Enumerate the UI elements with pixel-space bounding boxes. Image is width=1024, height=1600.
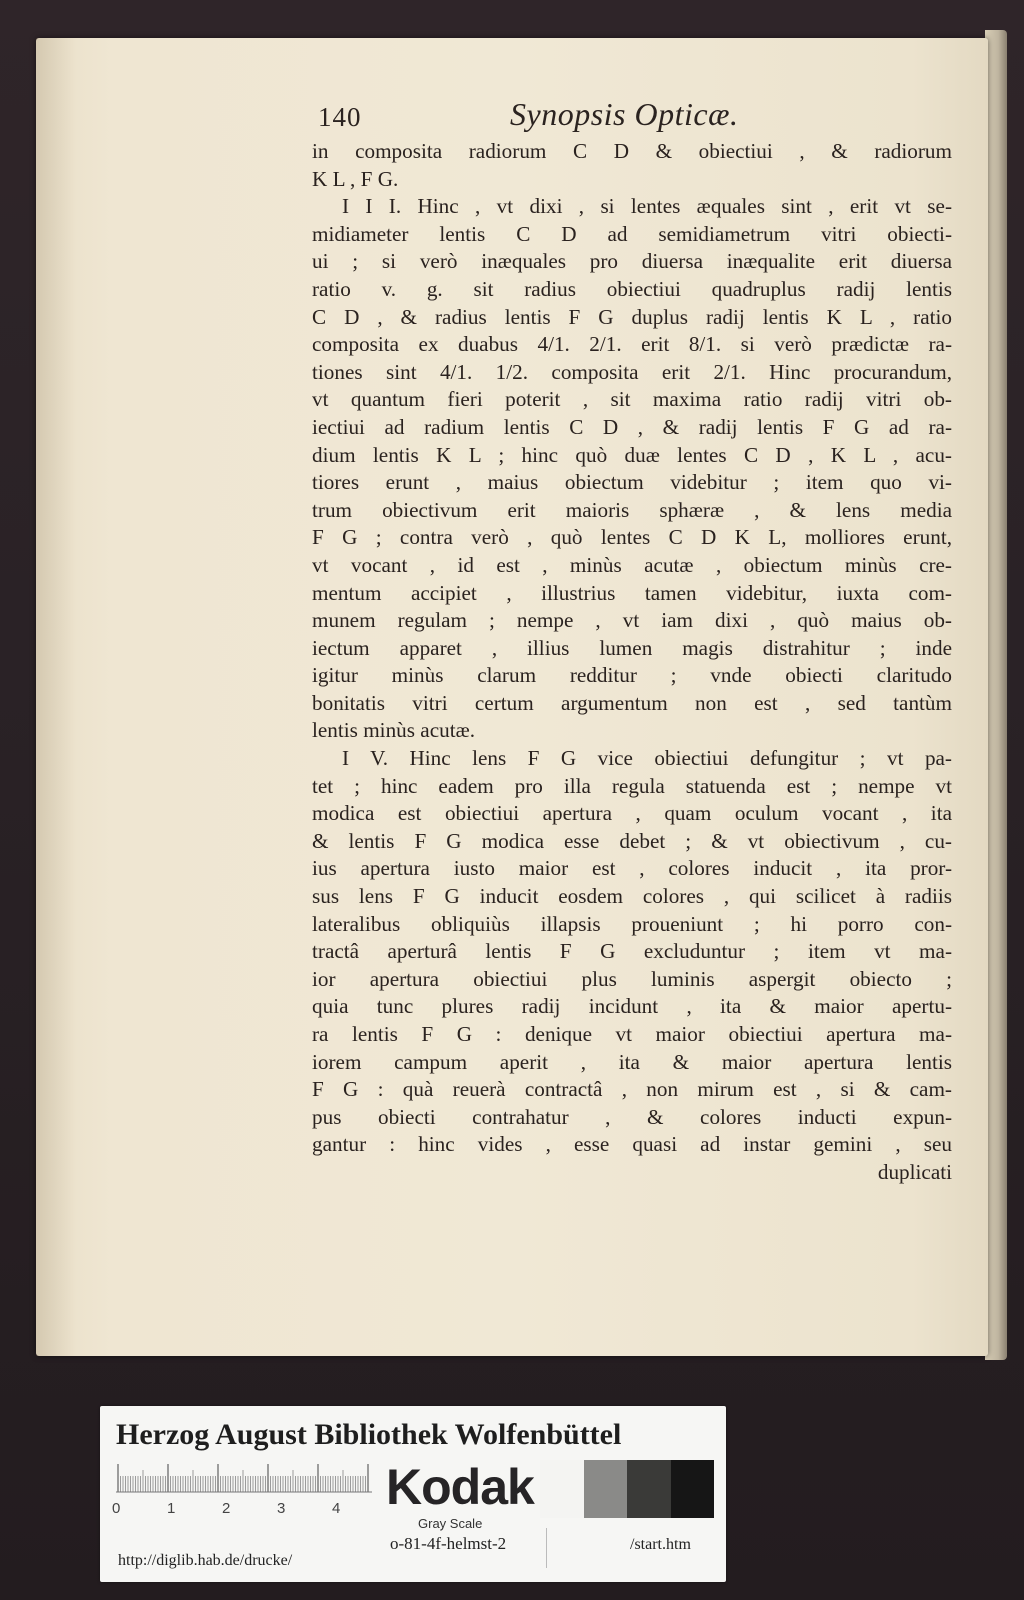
text-line: ior apertura obiectiui plus luminis aspergit obiecto ; xyxy=(312,966,952,991)
gray-patch xyxy=(540,1460,584,1518)
text-line: igitur minùs clarum redditur ; vnde obiecti claritudo xyxy=(312,663,952,688)
shelfmark: o-81-4f-helmst-2 xyxy=(390,1534,507,1553)
catchword: duplicati xyxy=(877,1159,952,1184)
text-line: vt vocant , id est , minùs acutæ , obiectum minùs cre- xyxy=(312,552,952,577)
ruler-number: 3 xyxy=(277,1500,286,1517)
text-line: composita ex duabus 4/1. 2/1. erit 8/1. si verò prædictæ ra- xyxy=(312,332,952,357)
kodak-logo: Kodak xyxy=(386,1459,534,1515)
text-line: gantur : hinc vides , esse quasi ad instar gemini , seu xyxy=(312,1132,952,1157)
text-line: tet ; hinc eadem pro illa regula statuenda est ; nempe vt xyxy=(312,773,952,798)
text-line: lentis minùs acutæ. xyxy=(312,718,476,743)
text-line: C D , & radius lentis F G duplus radij lentis K L , ratio xyxy=(312,304,952,329)
text-line: & lentis F G modica esse debet ; & vt obiectivum , cu- xyxy=(312,828,952,853)
text-line: sus lens F G inducit eosdem colores , qui scilicet à radiis xyxy=(312,884,952,909)
page-number: 140 xyxy=(318,102,362,132)
text-line: tiores erunt , maius obiectum videbitur ; item quo vi- xyxy=(312,470,952,495)
text-line: I I I. Hinc , vt dixi , si lentes æquales sint , erit vt se- xyxy=(342,194,952,219)
text-line: K L , F G. xyxy=(312,166,399,191)
url-base: http://diglib.hab.de/drucke/ xyxy=(118,1552,293,1569)
ruler-numbers xyxy=(112,1500,372,1520)
text-line: iorem campum aperit , ita & maior apertura lentis xyxy=(312,1049,952,1074)
body-text xyxy=(312,138,952,1187)
text-line: bonitatis vitri certum argumentum non est , sed tantùm xyxy=(312,690,952,715)
text-line: midiameter lentis C D ad semidiametrum vitri obiecti- xyxy=(312,221,952,246)
text-line: munem regulam ; nempe , vt iam dixi , quò maius ob- xyxy=(312,608,952,633)
page-header xyxy=(318,96,958,140)
text-line: mentum accipiet , illustrius tamen videbitur, iuxta com- xyxy=(312,580,952,605)
gray-scale-patches xyxy=(540,1460,714,1518)
ruler-number: 4 xyxy=(332,1500,341,1517)
gray-patch xyxy=(627,1460,671,1518)
text-line: ratio v. g. sit radius obiectiui quadruplus radij lentis xyxy=(312,276,952,301)
ruler-number: 2 xyxy=(222,1500,231,1517)
text-line: modica est obiectiui apertura , quam oculum vocant , ita xyxy=(312,801,952,826)
ruler-scale xyxy=(116,1464,376,1494)
gray-patch xyxy=(584,1460,628,1518)
ruler-number: 0 xyxy=(112,1500,121,1517)
card-divider xyxy=(546,1528,547,1568)
text-line: F G : quà reuerà contractâ , non mirum est , si & cam- xyxy=(312,1077,952,1102)
gray-scale-label: Gray Scale xyxy=(418,1516,483,1531)
text-line: lateralibus obliquiùs illapsis proueniunt ; hi porro con- xyxy=(312,911,952,936)
text-line: iectiui ad radium lentis C D , & radij lentis F G ad ra- xyxy=(312,414,952,439)
ruler-number: 1 xyxy=(167,1500,176,1517)
url-suffix: /start.htm xyxy=(630,1536,691,1553)
text-line: pus obiecti contrahatur , & colores inducti expun- xyxy=(312,1104,952,1129)
text-line: ra lentis F G : denique vt maior obiectiui apertura ma- xyxy=(312,1022,952,1046)
text-line: tractâ aperturâ lentis F G excluduntur ; item vt ma- xyxy=(312,939,952,964)
page-gutter-shadow xyxy=(36,38,76,1356)
text-line: tiones sint 4/1. 1/2. composita erit 2/1. Hinc procurandum, xyxy=(312,359,952,384)
text-line: I V. Hinc lens F G vice obiectiui defungitur ; vt pa- xyxy=(342,746,952,771)
text-line: dium lentis K L ; hinc quò duæ lentes C D , K L , acu- xyxy=(312,442,952,467)
text-line: quia tunc plures radij incidunt , ita & maior apertu- xyxy=(312,994,952,1019)
running-title: Synopsis Opticæ. xyxy=(510,96,739,132)
text-line: trum obiectivum erit maioris sphæræ , & lens media xyxy=(312,497,952,522)
text-line: vt quantum fieri poterit , sit maxima ratio radij vitri ob- xyxy=(312,387,952,412)
page-right-edge xyxy=(985,30,1007,1360)
archive-label-card xyxy=(100,1406,726,1582)
gray-patch xyxy=(671,1460,715,1518)
text-line: F G ; contra verò , quò lentes C D K L, molliores erunt, xyxy=(312,525,952,550)
text-line: ius apertura iusto maior est , colores inducit , ita pror- xyxy=(312,856,952,881)
text-line: iectum apparet , illius lumen magis distrahitur ; inde xyxy=(312,635,952,660)
text-line: ui ; si verò inæquales pro diuersa inæqualite erit diuersa xyxy=(312,249,952,274)
library-name: Herzog August Bibliothek Wolfenbüttel xyxy=(116,1418,622,1451)
text-line: in composita radiorum C D & obiectiui , & radiorum xyxy=(312,139,952,163)
